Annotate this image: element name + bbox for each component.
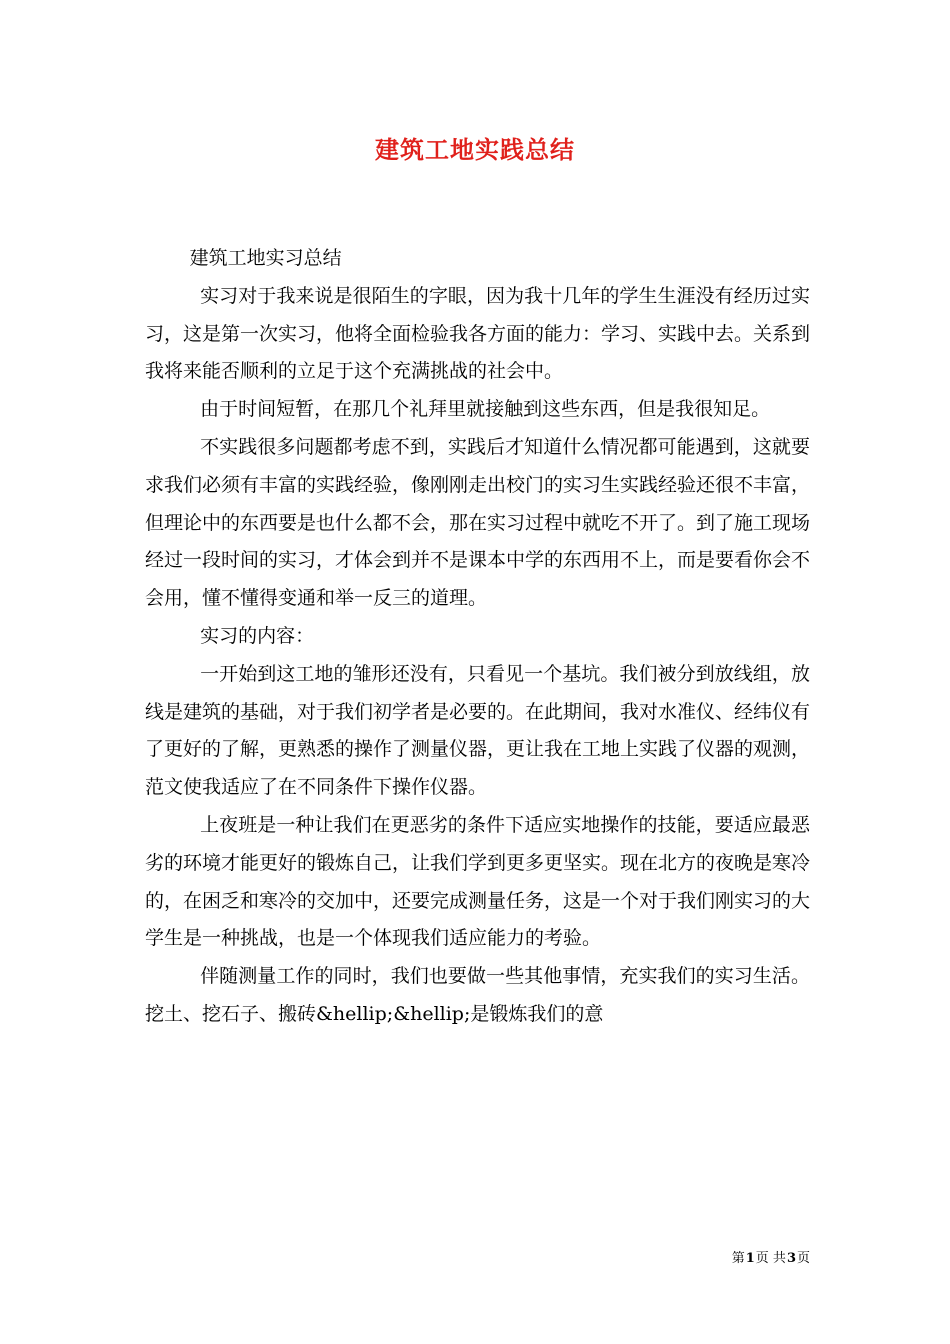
paragraph-other-work: 伴随测量工作的同时，我们也要做一些其他事情，充实我们的实习生活。挖土、挖石子、搬砖&hellip;&hellip;是锻炼我们的意	[145, 965, 810, 1025]
paragraph-intro: 实习对于我来说是很陌生的字眼，因为我十几年的学生生涯没有经历过实习，这是第一次实习，他将全面检验我各方面的能力：学习、实践中去。关系到我将来能否顺利的立足于这个充满挑战的社会中。	[145, 284, 811, 383]
footer-suffix: 页	[796, 1251, 810, 1266]
page-number-footer	[700, 1250, 810, 1268]
paragraph-night-shift: 上夜班是一种让我们在更恶劣的条件下适应实地操作的技能，要适应最恶劣的环境才能更好的锻炼自己，让我们学到更多更坚实。现在北方的夜晚是寒冷的，在困乏和寒冷的交加中，还要完成测量任务，这是一个对于我们刚实习的大学生是一种挑战，也是一个体现我们适应能力的考验。	[145, 813, 811, 950]
footer-prefix: 第	[731, 1251, 745, 1266]
paragraph-content-heading: 实习的内容：	[200, 624, 315, 647]
paragraph-time: 由于时间短暂，在那几个礼拜里就接触到这些东西，但是我很知足。	[200, 398, 771, 421]
paragraph-practice: 不实践很多问题都考虑不到，实践后才知道什么情况都可能遇到，这就要求我们必须有丰富的实践经验，像刚刚走出校门的实习生实践经验还很不丰富，但理论中的东西要是也什么都不会，那在实习过程中就吃不开了。到了施工现场经过一段时间的实习，才体会到并不是课本中学的东西用不上，而是要看你会不会用，懂不懂得变通和举一反三的道理。	[145, 435, 811, 610]
current-page-number: 1	[745, 1251, 755, 1266]
section-subheading: 建筑工地实习总结	[189, 247, 342, 269]
total-page-number: 3	[786, 1251, 796, 1266]
document-title: 建筑工地实践总结	[375, 135, 575, 164]
paragraph-surveying: 一开始到这工地的雏形还没有，只看见一个基坑。我们被分到放线组，放线是建筑的基础，对于我们初学者是必要的。在此期间，我对水准仪、经纬仪有了更好的了解，更熟悉的操作了测量仪器，更让我在工地上实践了仪器的观测，范文使我适应了在不同条件下操作仪器。	[145, 662, 811, 799]
document-body	[145, 240, 810, 1034]
footer-middle: 页 共	[755, 1251, 786, 1266]
